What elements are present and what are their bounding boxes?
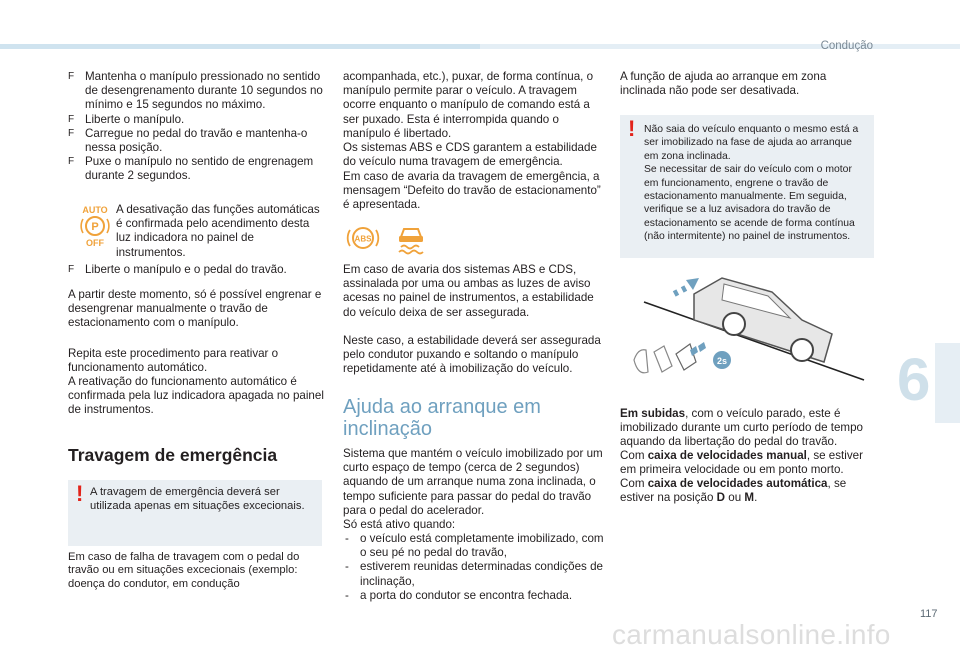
auto-p-off-icon [80, 204, 110, 248]
list-item: F Liberte o manípulo. [68, 112, 185, 126]
warning-icon: ! [76, 481, 84, 506]
warning-box [620, 115, 874, 258]
svg-text:P: P [91, 221, 99, 233]
paragraph: Neste caso, a estabilidade deverá ser assegurada pelo condutor puxando e soltando o manípulo repetidamente até à imobilização do veículo. [343, 334, 601, 376]
paragraph: Os sistemas ABS e CDS garantem a estabilidade do veículo numa travagem de emergência. [343, 141, 597, 169]
car-image [694, 278, 832, 362]
hill-start-title: Ajuda ao arranque em inclinação [343, 396, 541, 440]
paragraph: Só está ativo quando: [343, 518, 456, 531]
list-item: - estiverem reunidas determinadas condições de inclinação, [345, 560, 603, 588]
bold-text: M [744, 491, 755, 505]
bold-text: D [716, 491, 726, 505]
arrow-bullet-icon: F [68, 71, 75, 82]
emergency-braking-title: Travagem de emergência [68, 445, 278, 465]
svg-text:OFF: OFF [86, 238, 104, 248]
paragraph: A partir deste momento, só é possível engrenar e desengrenar manualmente o travão de estacionamento com o manípulo. [68, 288, 322, 330]
arrow-bullet-icon: F [68, 127, 75, 139]
arrow-bullet-icon: F [68, 264, 75, 275]
header-bar-right [480, 44, 960, 49]
svg-text:AUTO: AUTO [82, 205, 108, 215]
list-item: - o veículo está completamente imobilizado, com o seu pé no pedal do travão, [345, 532, 604, 560]
chapter-tab [935, 343, 960, 423]
arrow-bullet-icon: F [68, 156, 75, 168]
text: , com o veículo parado, este é imobilizado durante um curto período de tempo aquando da libertação do pedal do travão. [620, 407, 863, 449]
paragraph [620, 449, 878, 477]
list-item: - a porta do condutor se encontra fechada. [345, 588, 573, 602]
text: . [754, 491, 758, 505]
text: , se estiver em primeira velocidade ou em ponto morto. [620, 449, 863, 477]
warning-text: Não saia do veículo enquanto o mesmo está a ser imobilizado na fase de ajuda ao arranque em zona inclinada. [644, 124, 859, 162]
list-item: F Liberte o manípulo e o pedal do travão. [68, 263, 287, 276]
paragraph: acompanhada, etc.), puxar, de forma contínua, o manípulo permite parar o veículo. A travagem ocorre enquanto o manípulo de comando está a ser puxado. Esta é interrompida quando o manípulo é libertado. [343, 70, 594, 140]
text: ou [725, 491, 745, 505]
warning-text-block [644, 123, 868, 244]
abs-icon [348, 228, 379, 248]
text: Com [620, 477, 648, 490]
paragraph [620, 407, 878, 450]
svg-text:ABS: ABS [354, 234, 372, 244]
conditions-list [343, 532, 605, 603]
header-bar [0, 44, 480, 49]
paragraph: Em caso de avaria dos sistemas ABS e CDS, assinalada por uma ou ambas as luzes de aviso acesas no painel de instrumentos, a estabilidade do veículo deixa de ser assegurada. [343, 263, 594, 319]
paragraph [620, 477, 878, 505]
warning-text: Se necessitar de sair do veículo com o motor em funcionamento, engrene o travão de estacionamento manualmente. Em seguida, verifique se a luz avisadora do travão de estacionamento se acende de forma contínua (não intermitente) no painel de instrumentos. [644, 164, 855, 243]
svg-text:2s: 2s [716, 356, 728, 366]
list-item: F Puxe o manípulo no sentido de engrenagem durante 2 segundos. [68, 155, 314, 183]
list-item: F Mantenha o manípulo pressionado no sentido de desengrenamento durante 10 segundos no mínimo e 15 segundos no máximo. [68, 70, 323, 112]
chapter-number: 6 [897, 346, 931, 413]
paragraph: Sistema que mantém o veículo imobilizado por um curto espaço de tempo (cerca de 2 segundos) aquando de um arranque numa zona inclinada, o tempo suficiente para passar do pedal do travão para o pedal do acelerador. [343, 447, 603, 517]
warning-text: A travagem de emergência deverá ser utilizada apenas em situações excecionais. [90, 486, 305, 512]
paragraph: Repita este procedimento para reativar o funcionamento automático. [68, 347, 279, 375]
hill-start-illustration [624, 262, 874, 387]
bold-text: caixa de velocidades automática [647, 477, 828, 490]
list-item: F Carregue no pedal do travão e mantenha-o nessa posição. [68, 126, 308, 155]
text: , se estiver na posição [620, 477, 847, 505]
arrow-bullet-icon: F [68, 113, 75, 125]
pedals-icon [634, 342, 706, 373]
bold-text: Em subidas [620, 407, 686, 420]
page-number: 117 [920, 608, 938, 620]
column-1-b [68, 263, 326, 277]
watermark: carmanualsonline.info [612, 619, 891, 649]
paragraph: A função de ajuda ao arranque em zona inclinada não pode ser desativada. [620, 70, 827, 98]
text: Com [620, 449, 648, 462]
bold-text: caixa de velocidades manual [647, 449, 807, 462]
section-title: Condução [820, 40, 873, 52]
column-1 [68, 70, 326, 184]
timer-2s-icon [713, 351, 731, 369]
stability-control-icon [399, 229, 423, 254]
paragraph: Em caso de falha de travagem com o pedal do travão ou em situações excecionais (exemplo: doença do condutor, em condução [68, 551, 300, 590]
warning-box [68, 480, 322, 546]
auto-off-description: A desativação das funções automáticas é confirmada pelo acendimento desta luz indicadora no painel de instrumentos. [116, 203, 320, 259]
paragraph: A reativação do funcionamento automático é confirmada pela luz indicadora apagada no painel de instrumentos. [68, 375, 324, 417]
abs-cds-warning-lights [346, 221, 436, 255]
warning-icon: ! [628, 116, 636, 141]
paragraph: Em caso de avaria da travagem de emergência, a mensagem “Defeito do travão de estacionamento” é apresentada. [343, 170, 601, 212]
